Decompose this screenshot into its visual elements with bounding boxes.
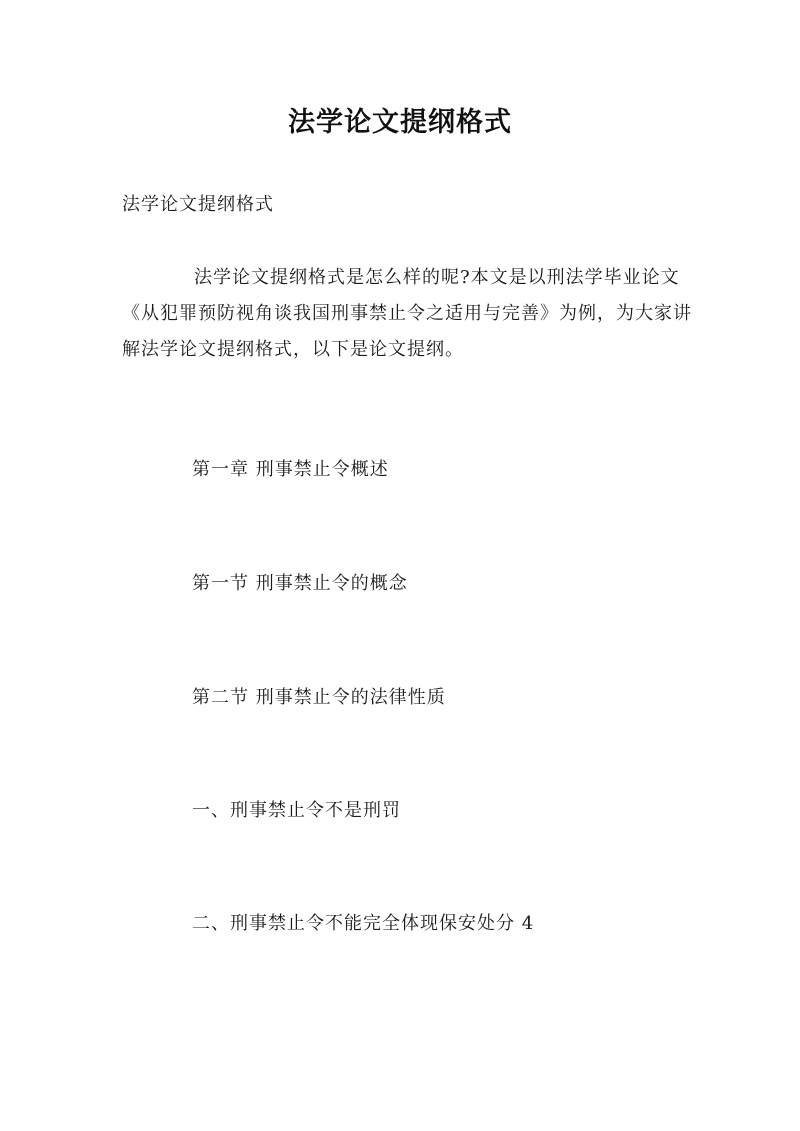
outline-section-2: 第二节 刑事禁止令的法律性质 bbox=[192, 687, 446, 708]
document-subtitle: 法学论文提纲格式 bbox=[122, 194, 274, 215]
document-title: 法学论文提纲格式 bbox=[288, 107, 512, 138]
outline-section-1: 第一节 刑事禁止令的概念 bbox=[192, 573, 408, 594]
intro-paragraph: 法学论文提纲格式是怎么样的呢?本文是以刑法学毕业论文《从犯罪预防视角谈我国刑事禁止令之适用与完善》为例，为大家讲解法学论文提纲格式，以下是论文提纲。 bbox=[122, 267, 692, 360]
outline-chapter-1: 第一章 刑事禁止令概述 bbox=[192, 459, 389, 480]
outline-item-1: 一、刑事禁止令不是刑罚 bbox=[192, 800, 401, 821]
outline-item-2: 二、刑事禁止令不能完全体现保安处分 4 bbox=[192, 913, 535, 934]
